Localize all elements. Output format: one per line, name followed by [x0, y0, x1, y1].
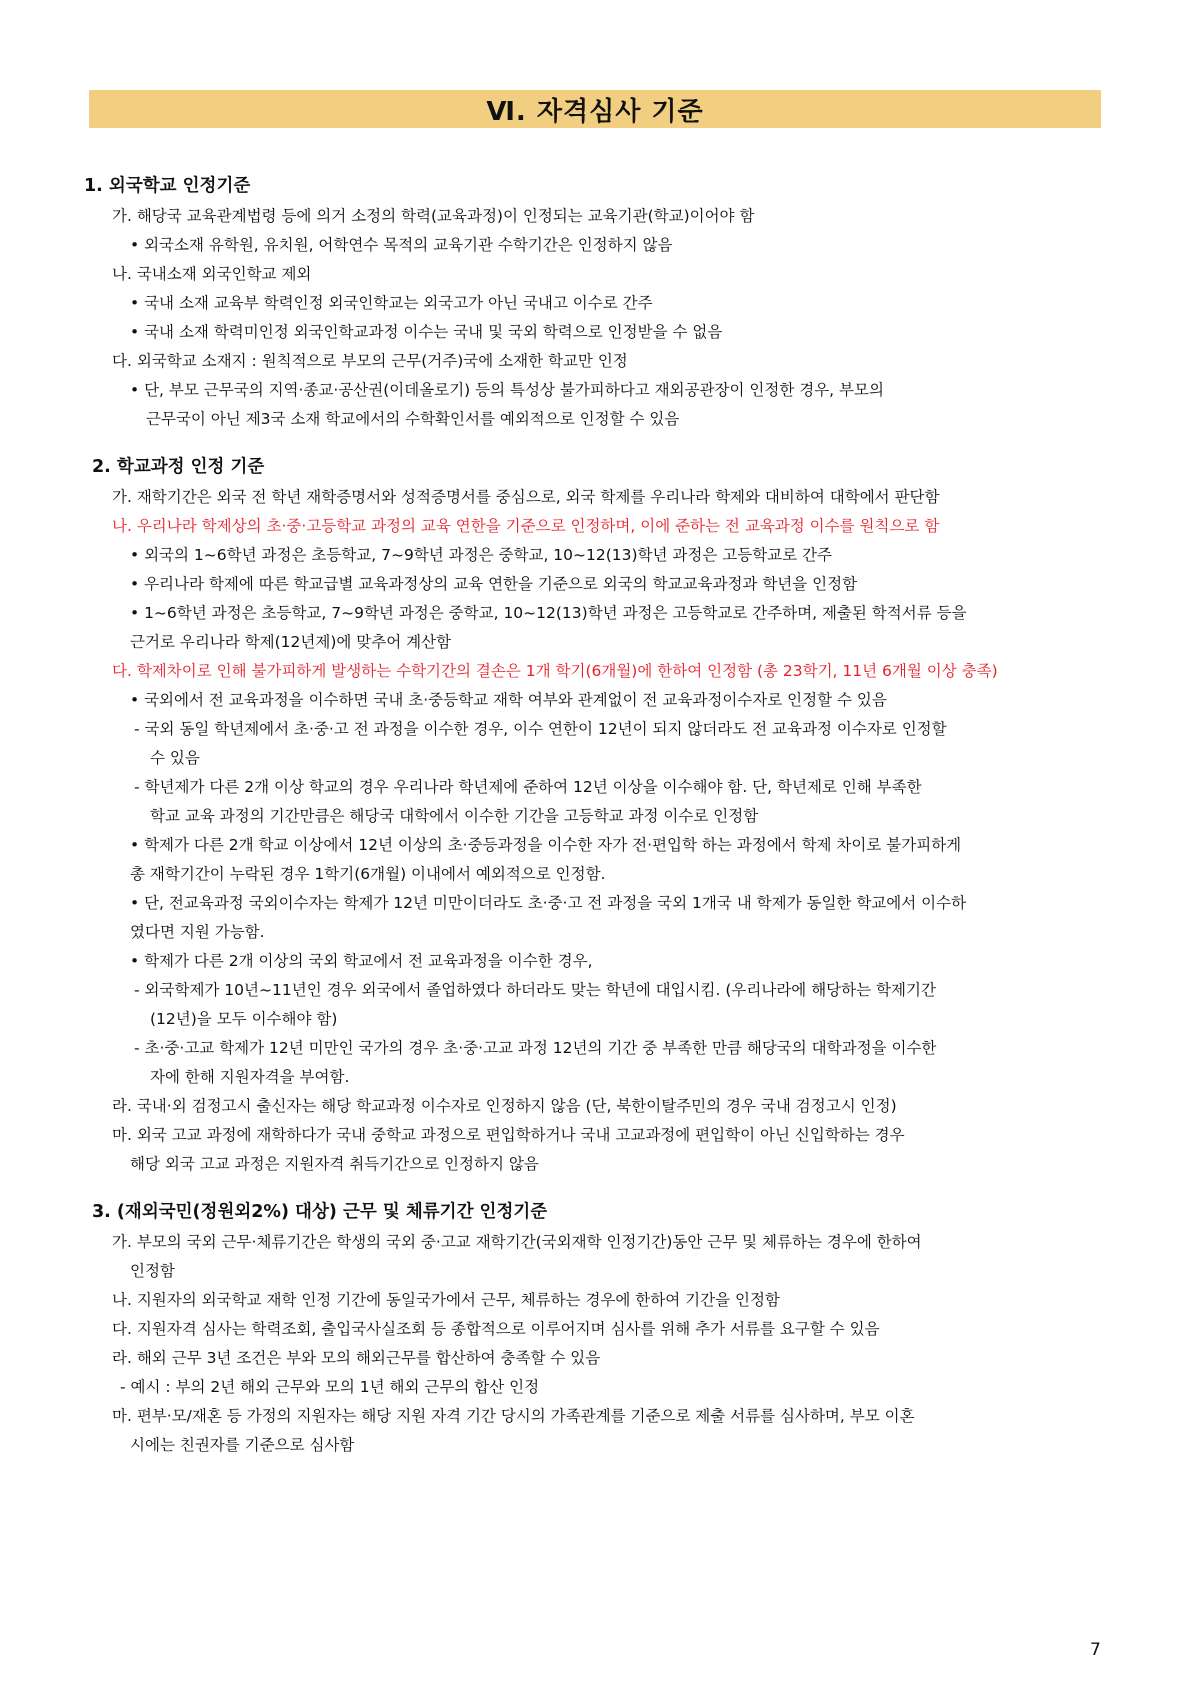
list-item: 가. 재학기간은 외국 전 학년 재학증명서와 성적증명서를 중심으로, 외국 학제를 우리나라 학제와 대비하여 대학에서 판단함	[112, 488, 940, 506]
bullet-item: • 외국소재 유학원, 유치원, 어학연수 목적의 교육기관 수학기간은 인정하지 않음	[130, 236, 673, 254]
bullet-item: • 우리나라 학제에 따른 학교급별 교육과정상의 교육 연한을 기준으로 외국의 학교교육과정과 학년을 인정함	[130, 575, 858, 593]
bullet-item: • 1~6학년 과정은 초등학교, 7~9학년 과정은 중학교, 10~12(13)학년 과정은 고등학교로 간주하며, 제출된 학적서류 등을	[130, 604, 967, 622]
list-item: 라. 해외 근무 3년 조건은 부와 모의 해외근무를 합산하여 충족할 수 있음	[112, 1349, 601, 1367]
list-item: 라. 국내·외 검정고시 출신자는 해당 학교과정 이수자로 인정하지 않음 (단, 북한이탈주민의 경우 국내 검정고시 인정)	[112, 1097, 897, 1115]
dash-item: - 예시 : 부의 2년 해외 근무와 모의 1년 해외 근무의 합산 인정	[120, 1378, 540, 1396]
list-item-continuation: 인정함	[130, 1262, 175, 1280]
list-item: 다. 외국학교 소재지 : 원칙적으로 부모의 근무(거주)국에 소재한 학교만 인정	[112, 352, 628, 370]
dash-continuation: 수 있음	[150, 749, 200, 767]
bullet-item: • 국내 소재 교육부 학력인정 외국인학교는 외국고가 아닌 국내고 이수로 간주	[130, 294, 653, 312]
bullet-item: • 외국의 1~6학년 과정은 초등학교, 7~9학년 과정은 중학교, 10~12(13)학년 과정은 고등학교로 간주	[130, 546, 833, 564]
list-item-highlight: 나. 우리나라 학제상의 초·중·고등학교 과정의 교육 연한을 기준으로 인정하며, 이에 준하는 전 교육과정 이수를 원칙으로 함	[112, 517, 940, 535]
list-item: 가. 해당국 교육관계법령 등에 의거 소정의 학력(교육과정)이 인정되는 교육기관(학교)이어야 함	[112, 207, 755, 225]
dash-item: - 외국학제가 10년~11년인 경우 외국에서 졸업하였다 하더라도 맞는 학년에 대입시킴. (우리나라에 해당하는 학제기간	[134, 981, 936, 999]
list-item: 마. 편부·모/재혼 등 가정의 지원자는 해당 지원 자격 기간 당시의 가족관계를 기준으로 제출 서류를 심사하며, 부모 이혼	[112, 1407, 915, 1425]
section-heading: 2. 학교과정 인정 기준	[92, 457, 265, 477]
bullet-item: • 단, 전교육과정 국외이수자는 학제가 12년 미만이더라도 초·중·고 전 과정을 국외 1개국 내 학제가 동일한 학교에서 이수하	[130, 894, 967, 912]
list-item-continuation: 시에는 친권자를 기준으로 심사함	[130, 1436, 355, 1454]
section-foreign-school	[84, 170, 1114, 434]
section-residence-period	[84, 1196, 1114, 1460]
bullet-continuation: 근무국이 아닌 제3국 소재 학교에서의 수학확인서를 예외적으로 인정할 수 있음	[146, 410, 680, 428]
list-item-continuation: 해당 외국 고교 과정은 지원자격 취득기간으로 인정하지 않음	[130, 1155, 539, 1173]
dash-continuation: (12년)을 모두 이수해야 함)	[150, 1010, 338, 1028]
bullet-continuation: 였다면 지원 가능함.	[130, 923, 265, 941]
section-heading: 1. 외국학교 인정기준	[84, 176, 251, 196]
list-item: 다. 지원자격 심사는 학력조회, 출입국사실조회 등 종합적으로 이루어지며 심사를 위해 추가 서류를 요구할 수 있음	[112, 1320, 880, 1338]
list-item: 가. 부모의 국외 근무·체류기간은 학생의 국외 중·고교 재학기간(국외재학 인정기간)동안 근무 및 체류하는 경우에 한하여	[112, 1233, 922, 1251]
dash-item: - 초·중·고교 학제가 12년 미만인 국가의 경우 초·중·고교 과정 12년의 기간 중 부족한 만큼 해당국의 대학과정을 이수한	[134, 1039, 937, 1057]
page-number: 7	[1090, 1640, 1101, 1660]
dash-continuation: 자에 한해 지원자격을 부여함.	[150, 1068, 350, 1086]
bullet-continuation: 근거로 우리나라 학제(12년제)에 맞추어 계산함	[130, 633, 452, 651]
bullet-item: • 국내 소재 학력미인정 외국인학교과정 이수는 국내 및 국외 학력으로 인정받을 수 없음	[130, 323, 723, 341]
section-heading: 3. (재외국민(정원외2%) 대상) 근무 및 체류기간 인정기준	[92, 1202, 548, 1222]
section-school-course	[84, 451, 1114, 1179]
bullet-item: • 학제가 다른 2개 학교 이상에서 12년 이상의 초·중등과정을 이수한 자가 전·편입학 하는 과정에서 학제 차이로 불가피하게	[130, 836, 962, 854]
dash-continuation: 학교 교육 과정의 기간만큼은 해당국 대학에서 이수한 기간을 고등학교 과정 이수로 인정함	[150, 807, 759, 825]
list-item-highlight: 다. 학제차이로 인해 불가피하게 발생하는 수학기간의 결손은 1개 학기(6개월)에 한하여 인정함 (총 23학기, 11년 6개월 이상 충족)	[112, 662, 998, 680]
dash-item: - 학년제가 다른 2개 이상 학교의 경우 우리나라 학년제에 준하여 12년 이상을 이수해야 함. 단, 학년제로 인해 부족한	[134, 778, 922, 796]
document-body	[84, 170, 1114, 1460]
bullet-item: • 국외에서 전 교육과정을 이수하면 국내 초·중등학교 재학 여부와 관계없이 전 교육과정이수자로 인정할 수 있음	[130, 691, 887, 709]
bullet-item: • 학제가 다른 2개 이상의 국외 학교에서 전 교육과정을 이수한 경우,	[130, 952, 593, 970]
list-item: 마. 외국 고교 과정에 재학하다가 국내 중학교 과정으로 편입학하거나 국내 고교과정에 편입학이 아닌 신입학하는 경우	[112, 1126, 905, 1144]
list-item: 나. 국내소재 외국인학교 제외	[112, 265, 312, 283]
bullet-item: • 단, 부모 근무국의 지역·종교·공산권(이데올로기) 등의 특성상 불가피하다고 재외공관장이 인정한 경우, 부모의	[130, 381, 884, 399]
list-item: 나. 지원자의 외국학교 재학 인정 기간에 동일국가에서 근무, 체류하는 경우에 한하여 기간을 인정함	[112, 1291, 780, 1309]
dash-item: - 국외 동일 학년제에서 초·중·고 전 과정을 이수한 경우, 이수 연한이 12년이 되지 않더라도 전 교육과정 이수자로 인정할	[134, 720, 947, 738]
section-title-bar	[89, 90, 1101, 128]
bullet-continuation: 총 재학기간이 누락된 경우 1학기(6개월) 이내에서 예외적으로 인정함.	[130, 865, 606, 883]
page-title: Ⅵ. 자격심사 기준	[486, 96, 704, 127]
